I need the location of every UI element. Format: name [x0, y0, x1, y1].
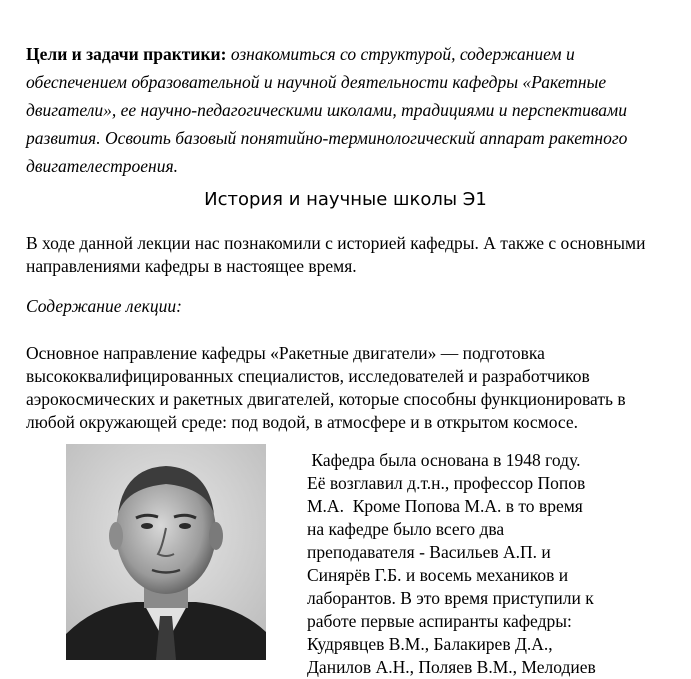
portrait-image	[66, 444, 266, 660]
goals-text: ознакомиться со структурой, содержанием и обеспечением образовательной и научной деятельности кафедры «Ракетные двигатели», ее научно-педагогическими школами, традициями и перспективами развития. Освоить базовый понятийно-терминологический аппарат ракетного двигателестроения.	[26, 44, 628, 176]
history-line: на кафедре было всего два	[307, 519, 505, 539]
main-direction-paragraph: Основное направление кафедры «Ракетные двигатели» — подготовка высококвалифицированных специалистов, исследователей и разработчиков аэрокосмических и ракетных двигателей, которые способны функционировать в любой окружающей среде: под водой, в атмосфере и в открытом космосе.	[26, 343, 626, 432]
goals-label: Цели и задачи практики:	[26, 44, 227, 64]
history-line: Синярёв Г.Б. и восемь механиков и	[307, 565, 569, 585]
history-line: работе первые аспиранты кафедры:	[307, 611, 572, 631]
history-line: Кудрявцев В.М., Балакирев Д.А.,	[307, 634, 553, 654]
contents-label: Содержание лекции:	[26, 296, 182, 316]
history-text-block	[307, 449, 637, 679]
history-line: Кафедра была основана в 1948 году.	[307, 450, 581, 470]
section-heading: История и научные школы Э1	[204, 189, 487, 210]
history-line: лаборантов. В это время приступили к	[307, 588, 594, 608]
history-line: преподавателя - Васильев А.П. и	[307, 542, 551, 562]
intro-paragraph: В ходе данной лекции нас познакомили с историей кафедры. А также с основными направлениями кафедры в настоящее время.	[26, 233, 646, 276]
history-line: Её возглавил д.т.н., профессор Попов	[307, 473, 586, 493]
history-line: М.А. Кроме Попова М.А. в то время	[307, 496, 583, 516]
practice-goals-paragraph	[26, 40, 666, 180]
history-line: Данилов А.Н., Поляев В.М., Мелодиев	[307, 657, 596, 677]
portrait-photo	[66, 444, 266, 660]
